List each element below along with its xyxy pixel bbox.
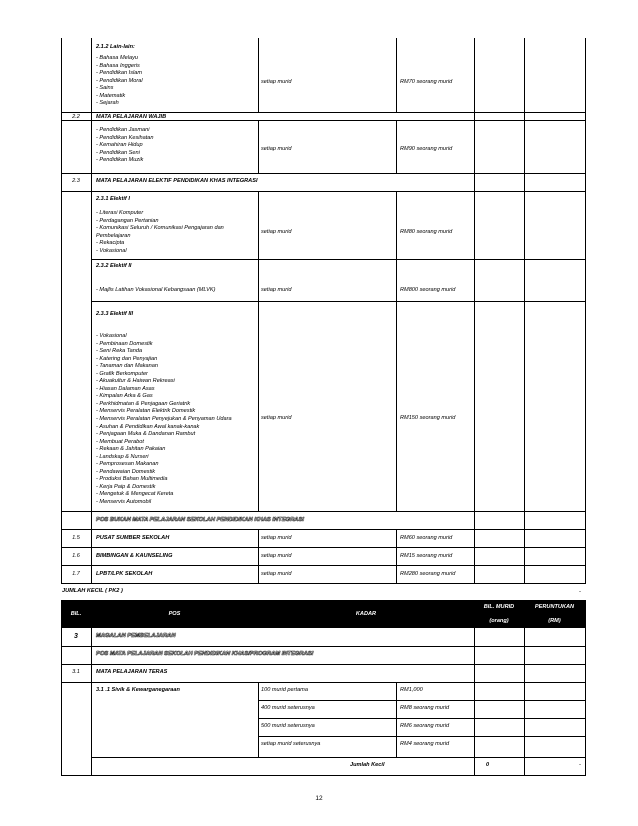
list-item: - Hiasan Dalaman Asas <box>96 385 155 392</box>
v-line-pos-lower <box>258 682 259 757</box>
sec-212-list <box>96 55 143 108</box>
list-item: - Pendidikan Moral <box>96 77 143 84</box>
list-item: - Vokasional <box>96 247 127 254</box>
list-item: - Menservis Peralatan Elektrik Domestik <box>96 408 196 415</box>
list-item: - Literasi Komputer <box>96 210 144 216</box>
list-item: - Katering dan Penyajian <box>96 355 158 362</box>
v-line-kadar4 <box>396 529 397 583</box>
row-15-num: 1.5 <box>72 535 80 541</box>
jumlah-kecil-count: 0 <box>486 762 490 768</box>
row-22-basis: setiap murid <box>261 146 292 152</box>
sec-232-heading: 2.3.2 Elektif II <box>96 263 132 269</box>
list-item: - Bahasa Inggeris <box>96 62 140 69</box>
sec-231-basis: setiap murid <box>261 229 292 235</box>
row-31-num: 3.1 <box>72 669 80 675</box>
sec-212-heading: 2.1.2 Lain-lain: <box>96 44 135 50</box>
v-line-kadar-lower <box>396 682 397 757</box>
list-item: - Rekacipta <box>96 240 125 247</box>
list-item: - Pendidikan Kesihatan <box>96 134 154 141</box>
tier-rate: RM4 seorang murid <box>400 741 450 747</box>
list-item: - Produksi Bahan Multimedia <box>96 476 168 483</box>
list-item: - Mengetuk & Mengecat Kereta <box>96 491 174 498</box>
row-22-title: MATA PELAJARAN WAJIB <box>96 114 167 120</box>
header-pos: POS <box>168 611 181 617</box>
list-item: - Sejarah <box>96 100 119 107</box>
h-line <box>61 547 586 548</box>
row-16-basis: setiap murid <box>261 553 292 559</box>
sec-212-rate: RM70 seorang murid <box>400 79 453 85</box>
tier-basis: 400 murid seterusnya <box>261 705 315 711</box>
list-item: - Sains <box>96 85 114 92</box>
tier-rate: RM6 seorang murid <box>400 723 450 729</box>
row-16-num: 1.6 <box>72 553 80 559</box>
list-item: - Pembinaan Domestik <box>96 340 153 347</box>
list-item: - Pemprosesan Makanan <box>96 461 159 468</box>
row-23-title: MATA PELAJARAN ELEKTIF PENDIDIKAN KHAS INTEGRASI <box>96 178 258 184</box>
sec-231-rate: RM80 seorang murid <box>400 229 453 235</box>
jumlah-kecil-value: - <box>579 762 581 768</box>
h-line <box>91 301 586 302</box>
h-line <box>61 565 586 566</box>
h-line <box>61 511 586 512</box>
header-peruntukan-unit: (RM) <box>548 618 561 624</box>
header-peruntukan: PERUNTUKAN <box>534 604 575 610</box>
list-item: - Kerja Paip & Domestik <box>96 483 156 490</box>
list-item: - Menservis Peralatan Penyejukan & Penyaman Udara <box>96 416 232 423</box>
header-bil: BIL. <box>70 611 82 617</box>
list-item: - Pendidikan Seni <box>96 149 140 156</box>
h-line <box>258 700 586 701</box>
row-17-title: LPBT/LPK SEKOLAH <box>96 571 153 577</box>
v-line-pos3 <box>258 191 259 511</box>
v-line-peruntukan-lower <box>524 628 525 775</box>
row-17-num: 1.7 <box>72 571 80 577</box>
tier-basis: 100 murid pertama <box>261 687 308 693</box>
header-bil-murid: BIL. MURID <box>483 604 515 610</box>
sec-232-item: - Majlis Latihan Vokasional Kebangsaan (MLVK) <box>96 287 216 293</box>
sec-233-rate: RM150 seorang murid <box>400 415 456 421</box>
row-17-rate: RM280 seorang murid <box>400 571 456 577</box>
list-item: - Menservis Automobil <box>96 499 152 506</box>
h-line <box>61 173 586 174</box>
sec-3-title: MAGALAN PEMBELAJARAN <box>96 633 176 639</box>
row-16-title: BIMBINGAN & KAUNSELING <box>96 553 173 559</box>
sec-231-heading: 2.3.1 Elektif I <box>96 196 130 202</box>
list-item: - Asuhan & Pendidikan Awal kanak-kanak <box>96 423 200 430</box>
list-item: - Penjagaan Muka & Dandanan Rambut <box>96 431 196 438</box>
list-item: - Pendawaian Domestik <box>96 468 156 475</box>
h-line <box>61 112 586 113</box>
list-item: - Kemahiran Hidup <box>96 142 143 149</box>
sec-233-list <box>96 333 232 507</box>
v-line-kadar2 <box>396 120 397 173</box>
list-item: - Landskap & Nurseri <box>96 453 149 460</box>
sec-311-title: 3.1 .1 Sivik & Kewarganegaraan <box>96 687 180 693</box>
tier-basis: 500 murid seterusnya <box>261 723 315 729</box>
row-31-title: MATA PELAJARAN TERAS <box>96 669 168 675</box>
v-line-bil-lower <box>91 628 92 775</box>
jumlah-kecil-label: Jumlah Kecil <box>350 762 385 768</box>
tier-rate: RM8 seorang murid <box>400 705 450 711</box>
v-line-pos4 <box>258 529 259 583</box>
h-line <box>61 583 586 584</box>
sec-232-rate: RM800 seorang murid <box>400 287 456 293</box>
list-item: - Kimpalan Arka & Gas <box>96 393 153 400</box>
list-item: - Pendidikan Muzik <box>96 157 144 164</box>
page-number: 12 <box>315 795 323 802</box>
header-kadar: KADAR <box>355 611 377 617</box>
list-item: - Perdagangan Pertanian <box>96 217 159 224</box>
row-23-num: 2.3 <box>72 178 80 184</box>
h-line <box>258 736 586 737</box>
pos-bukan-heading: POS BUKAN MATA PELAJARAN SEKOLAH PENDIDIKAN KHAS INTEGRASI <box>96 517 304 523</box>
jumlah-kecil-pk2-label: JUMLAH KECIL ( PK2 ) <box>62 588 123 594</box>
h-line <box>91 259 586 260</box>
tier-basis: setiap murid seterusnya <box>261 741 321 747</box>
sec-212-basis: setiap murid <box>261 79 292 85</box>
row-15-rate: RM60 seorang murid <box>400 535 453 541</box>
h-line <box>258 718 586 719</box>
list-item: - Rekaan & Jahitan Pakaian <box>96 446 166 453</box>
list-item: - Pendidikan Islam <box>96 70 143 77</box>
h-line <box>61 646 586 647</box>
list-item: - Bahasa Melayu <box>96 55 138 61</box>
h-line <box>61 682 586 683</box>
jumlah-kecil-pk2-value: - <box>579 589 581 595</box>
h-line <box>61 529 586 530</box>
sec-231-list <box>96 210 224 255</box>
h-line <box>61 775 586 776</box>
sec-232-basis: setiap murid <box>261 287 292 293</box>
row-15-title: PUSAT SUMBER SEKOLAH <box>96 535 170 541</box>
row-16-rate: RM15 seorang murid <box>400 553 453 559</box>
row-17-basis: setiap murid <box>261 571 292 577</box>
list-item: - Komunikasi Seluruh / Komunikasi Pengajaran dan <box>96 225 224 232</box>
v-line-murid-lower <box>474 628 475 775</box>
list-item: - Seni Reka Tanda <box>96 348 143 355</box>
list-item: - Tanaman dan Makanan <box>96 363 158 370</box>
v-line-right-lower <box>585 628 586 775</box>
h-line <box>61 191 586 192</box>
list-item: - Pendidikan Jasmani <box>96 127 150 133</box>
h-line <box>91 757 586 758</box>
tier-rate: RM1,000 <box>400 687 423 693</box>
list-item: - Akuakultur & Haiwan Rekreasi <box>96 378 175 385</box>
header-bil-murid-unit: (orang) <box>489 618 509 624</box>
list-item: - Perkhidmatan & Penjagaan Geriatrik <box>96 400 191 407</box>
sec-233-heading: 2.3.3 Elektif III <box>96 311 133 317</box>
row-22-rate: RM90 seorang murid <box>400 146 453 152</box>
list-item: - Matematik <box>96 92 126 99</box>
list-item: - Vokasional <box>96 333 127 339</box>
v-line-left-lower <box>61 628 62 775</box>
v-line-pos <box>258 38 259 112</box>
h-line <box>61 664 586 665</box>
row-15-basis: setiap murid <box>261 535 292 541</box>
list-item: - Membuat Perabot <box>96 438 144 445</box>
list-item: Pembelajaran <box>96 232 131 239</box>
v-line-pos2 <box>258 120 259 173</box>
v-line-kadar <box>396 38 397 112</box>
pos-mata-heading: POS MATA PELAJARAN SEKOLAH PENDIDIKAN KHAS/PROGRAM INTEGRASI <box>96 651 314 657</box>
row-22-list <box>96 127 154 165</box>
sec-3-num: 3 <box>74 633 78 640</box>
list-item: - Grafik Berkomputer <box>96 370 148 377</box>
row-22-num: 2.2 <box>72 114 80 120</box>
v-line-kadar3 <box>396 191 397 511</box>
sec-233-basis: setiap murid <box>261 415 292 421</box>
